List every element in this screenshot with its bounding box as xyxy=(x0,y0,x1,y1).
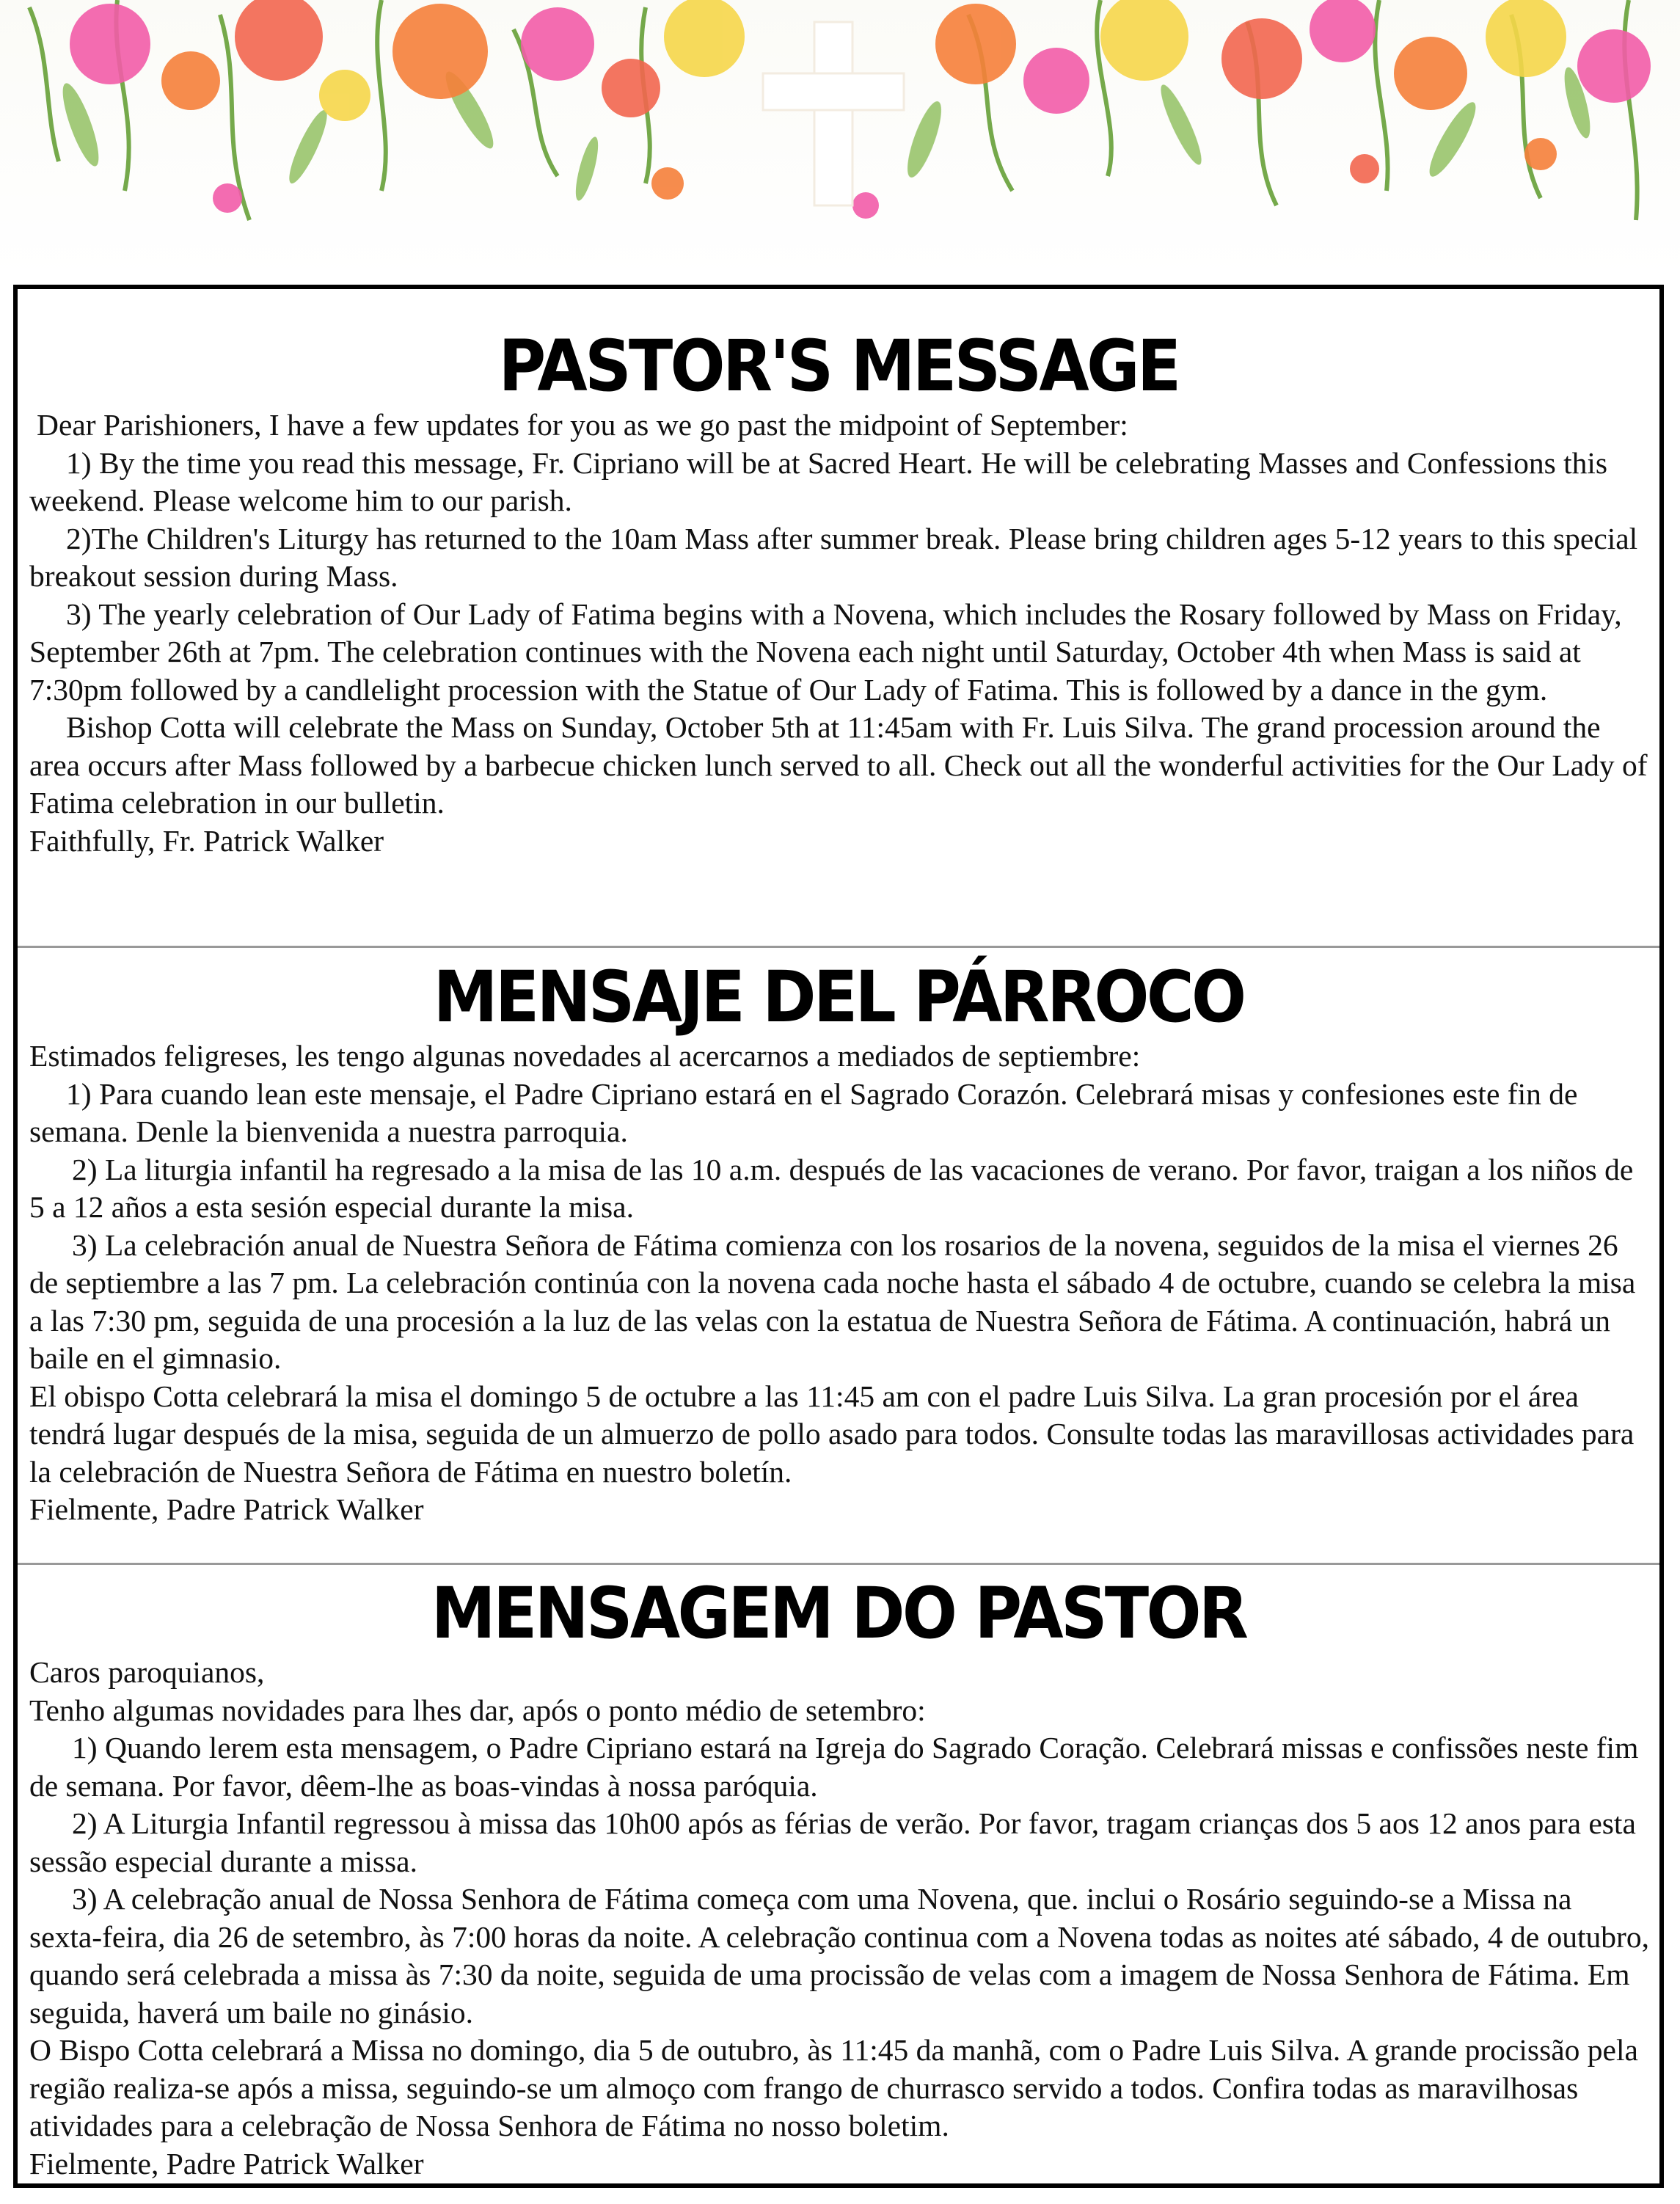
message-body xyxy=(18,1654,1659,2183)
signoff: Faithfully, Fr. Patrick Walker xyxy=(29,823,384,858)
paragraph-item-2: 2) A Liturgia Infantil regressou à missa das 10h00 após as férias de verão. Por favor, tragam crianças dos 5 aos 12 anos para esta sessão especial durante a missa. xyxy=(29,1806,1636,1878)
message-frame xyxy=(13,285,1664,2188)
paragraph-item-2: 2)The Children's Liturgy has returned to the 10am Mass after summer break. Please bring children ages 5-12 years to this special breakout session during Mass. xyxy=(29,521,1638,593)
paragraph-item-3: 3) A celebração anual de Nossa Senhora de Fátima começa com uma Novena, que. inclui o Rosário seguindo-se a Missa na sexta-feira, dia 26 de setembro, às 7:00 horas da noite. A celebração continua com a Novena todas as noites até sábado, 4 de outubro, quando será celebrada a missa às 7:30 da noite, seguida de uma procissão de velas com a imagem de Nossa Senhora de Fátima. Em seguida, haverá um baile no ginásio. xyxy=(29,1882,1649,2029)
pastor-message-spanish xyxy=(18,957,1659,1529)
floral-banner xyxy=(0,0,1680,279)
paragraph-item-1: 1) Para cuando lean este mensaje, el Padre Cipriano estará en el Sagrado Corazón. Celebrará misas y confesiones este fin de semana. Denle la bienvenida a nuestra parroquia. xyxy=(29,1076,1578,1148)
greeting: Estimados feligreses, les tengo algunas novedades al acercarnos a mediados de septiembre: xyxy=(29,1039,1141,1073)
cross-icon xyxy=(763,22,904,205)
pastor-message-english xyxy=(18,326,1659,860)
message-body xyxy=(18,1037,1659,1529)
greeting: Tenho algumas novidades para lhes dar, após o ponto médio de setembro: xyxy=(29,1693,926,1727)
paragraph-item-4: O Bispo Cotta celebrará a Missa no domingo, dia 5 de outubro, às 11:45 da manhã, com o Padre Luis Silva. A grande procissão pela região realiza-se após a missa, seguindo-se um almoço com frango de churrasco servido a todos. Confira todas as maravilhosas atividades para a celebração de Nossa Senhora de Fátima no nosso boletim. xyxy=(29,2033,1638,2142)
paragraph-item-3: 3) La celebración anual de Nuestra Señora de Fátima comienza con los rosarios de la novena, seguidos de la misa el viernes 26 de septiembre a las 7 pm. La celebración continúa con la novena cada noche hasta el sábado 4 de octubre, cuando se celebra la misa a las 7:30 pm, seguida de una procesión a la luz de las velas con la estatua de Nuestra Señora de Fátima. A continuación, habrá un baile en el gimnasio. xyxy=(29,1227,1636,1375)
flower-garland-image xyxy=(0,0,1680,279)
section-title: MENSAGEM DO PASTOR xyxy=(431,1572,1246,1654)
pastor-message-portuguese xyxy=(18,1573,1659,2183)
signoff: Fielmente, Padre Patrick Walker xyxy=(29,2146,424,2181)
section-title: PASTOR'S MESSAGE xyxy=(498,325,1179,407)
paragraph-item-1: 1) By the time you read this message, Fr. Cipriano will be at Sacred Heart. He will be celebrating Masses and Confessions this weekend. Please welcome him to our parish. xyxy=(29,445,1608,517)
paragraph-item-4: El obispo Cotta celebrará la misa el domingo 5 de octubre a las 11:45 am con el padre Luis Silva. La gran procesión por el área tendrá lugar después de la misa, seguida de un almuerzo de pollo asado para todos. Consulte todas las maravillosas actividades para la celebración de Nuestra Señora de Fátima en nuestro boletín. xyxy=(29,1379,1635,1489)
signoff: Fielmente, Padre Patrick Walker xyxy=(29,1492,424,1526)
message-body xyxy=(18,406,1659,860)
paragraph-item-1: 1) Quando lerem esta mensagem, o Padre Cipriano estará na Igreja do Sagrado Coração. Celebrará missas e confissões neste fim de semana. Por favor, dêem-lhe as boas-vindas à nossa paróquia. xyxy=(29,1731,1639,1803)
paragraph-item-4: Bishop Cotta will celebrate the Mass on Sunday, October 5th at 11:45am with Fr. Luis Silva. The grand procession around the area occurs after Mass followed by a barbecue chicken lunch served to all. Check out all the wonderful activities for the Our Lady of Fatima celebration in our bulletin. xyxy=(29,710,1648,820)
paragraph-item-3: 3) The yearly celebration of Our Lady of Fatima begins with a Novena, which includes the Rosary followed by Mass on Friday, September 26th at 7pm. The celebration continues with the Novena each night until Saturday, October 4th when Mass is said at 7:30pm followed by a candlelight procession with the Statue of Our Lady of Fatima. This is followed by a dance in the gym. xyxy=(29,596,1622,707)
section-divider xyxy=(18,946,1659,948)
paragraph-item-2: 2) La liturgia infantil ha regresado a la misa de las 10 a.m. después de las vacaciones de verano. Por favor, traigan a los niños de 5 a 12 años a esta sesión especial durante la misa. xyxy=(29,1152,1634,1224)
greeting: Caros paroquianos, xyxy=(29,1655,265,1689)
greeting: Dear Parishioners, I have a few updates for you as we go past the midpoint of September: xyxy=(37,408,1128,442)
section-divider xyxy=(18,1563,1659,1565)
section-title: MENSAJE DEL PÁRROCO xyxy=(433,956,1244,1038)
